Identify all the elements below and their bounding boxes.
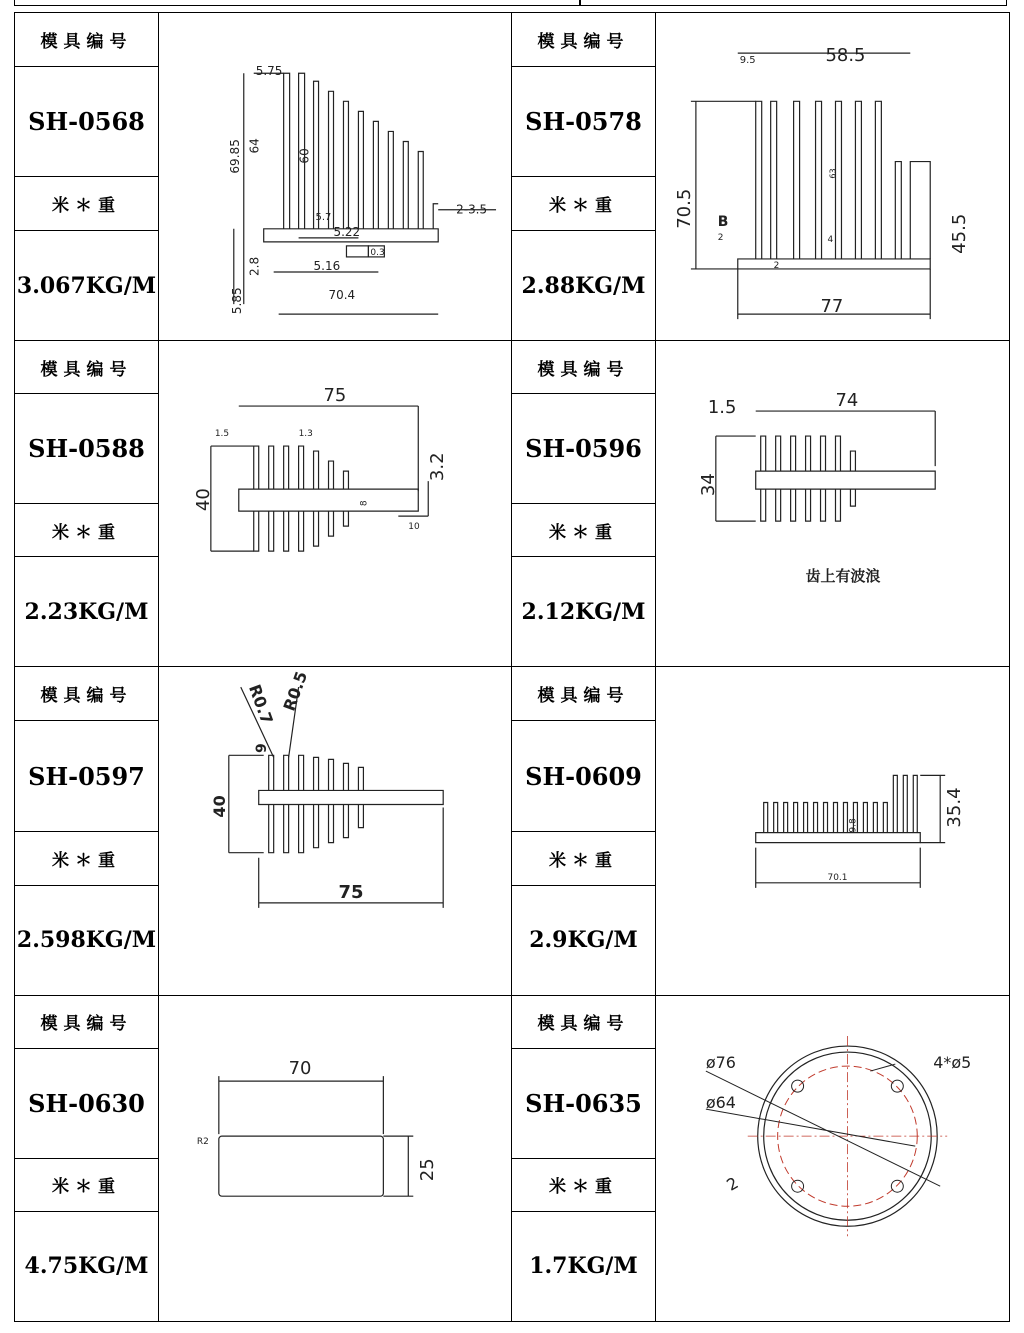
profile-drawing-sh-0609 [656,667,1010,995]
dim-text: 3.2 [427,452,449,482]
dim-text: 70.1 [827,873,848,884]
dim-text: R0.5 [279,669,312,714]
dim-text: 69.85 [227,139,242,174]
dim-text: 2 [773,260,780,271]
profile-drawing-sh-0635 [656,995,1010,1321]
dim-text: 4 [827,234,834,245]
meter-weight-label: 米＊重 [512,1158,656,1211]
meter-weight-label: 米＊重 [512,177,656,231]
meter-weight-label: 米＊重 [512,831,656,885]
note-text: 齿上有波浪 [805,567,881,586]
dim-text: 45.5 [949,213,971,254]
profile-drawing-sh-0597 [159,667,512,995]
dim-text: 63 [828,168,838,179]
product-code-cell: SH-0588 [15,394,159,504]
dim-text: R2 [196,1136,209,1147]
dim-text: 77 [820,296,844,318]
product-code-cell: SH-0578 [512,67,656,177]
profile-drawing-sh-0630 [159,995,512,1321]
dim-text: 5.75 [255,64,283,79]
dim-text: 2 [723,1172,742,1195]
dim-text: 1.3 [298,429,313,440]
dim-text: 70.5 [673,188,695,229]
weight-value-cell: 1.7KG/M [512,1211,656,1321]
dim-text: R0.7 [244,682,277,728]
heatsink-catalog-table [14,12,1010,1322]
dim-text: 5.85 [229,287,244,315]
meter-weight-label: 米＊重 [15,1158,159,1211]
dim-text: B [717,213,729,230]
dim-text: 1.5 [707,397,737,419]
product-code-cell: SH-0568 [15,67,159,177]
dim-text: 74 [835,390,859,412]
mold-no-label: 模具编号 [15,13,159,67]
mold-no-label: 模具编号 [512,341,656,394]
meter-weight-label: 米＊重 [512,504,656,557]
dim-text: ø76 [705,1052,736,1072]
dim-text: 1.5 [214,429,230,440]
mold-no-label: 模具编号 [15,995,159,1048]
dim-text: 75 [323,385,347,407]
dim-text: 9.8 [848,818,859,834]
dim-text: 5.7 [315,211,332,223]
dim-text: 40 [192,488,214,512]
weight-value-cell: 4.75KG/M [15,1211,159,1321]
product-code-cell: SH-0635 [512,1048,656,1158]
profile-drawing-sh-0568 [159,13,512,341]
dim-text: 64 [247,138,262,154]
dim-text: 2.8 [247,256,262,276]
dim-text: 35.4 [944,787,966,829]
dim-text: 75 [338,882,364,904]
product-code-cell: SH-0630 [15,1048,159,1158]
weight-value-cell: 2.88KG/M [512,231,656,341]
profile-drawing-sh-0578 [656,13,1010,341]
weight-value-cell: 2.598KG/M [15,885,159,995]
profile-drawing-sh-0588 [159,341,512,667]
dim-text: 40 [209,795,229,818]
dim-text: 6 [251,743,268,754]
meter-weight-label: 米＊重 [15,504,159,557]
dim-text: ø64 [705,1092,736,1112]
dim-text: 4*ø5 [933,1052,972,1072]
top-border [14,0,1007,6]
dim-text: 8 [359,500,370,507]
mold-no-label: 模具编号 [512,13,656,67]
mold-no-label: 模具编号 [15,667,159,721]
product-code-cell: SH-0596 [512,394,656,504]
dim-text: 5.16 [313,258,341,273]
weight-value-cell: 2.12KG/M [512,557,656,667]
dim-text: 70 [288,1057,312,1079]
mold-no-label: 模具编号 [15,341,159,394]
mold-no-label: 模具编号 [512,667,656,721]
weight-value-cell: 2.9KG/M [512,885,656,995]
product-code-cell: SH-0597 [15,721,159,831]
dim-text: 34 [697,473,719,497]
profile-drawing-sh-0596 [656,341,1010,667]
dim-text: 0.3 [370,247,385,258]
dim-text: 58.5 [825,45,866,67]
meter-weight-label: 米＊重 [15,831,159,885]
dim-text: 10 [408,522,420,533]
product-code-cell: SH-0609 [512,721,656,831]
dim-text: 2-3.5 [456,202,488,217]
dim-text: 25 [417,1157,439,1181]
dim-text: 70.4 [328,288,356,303]
dim-text: 9.5 [739,55,756,67]
weight-value-cell: 3.067KG/M [15,231,159,341]
dim-text: 60 [297,148,312,164]
dim-text: 2 [717,232,724,243]
mold-no-label: 模具编号 [512,995,656,1048]
meter-weight-label: 米＊重 [15,177,159,231]
dim-text: 5.22 [333,224,361,239]
weight-value-cell: 2.23KG/M [15,557,159,667]
